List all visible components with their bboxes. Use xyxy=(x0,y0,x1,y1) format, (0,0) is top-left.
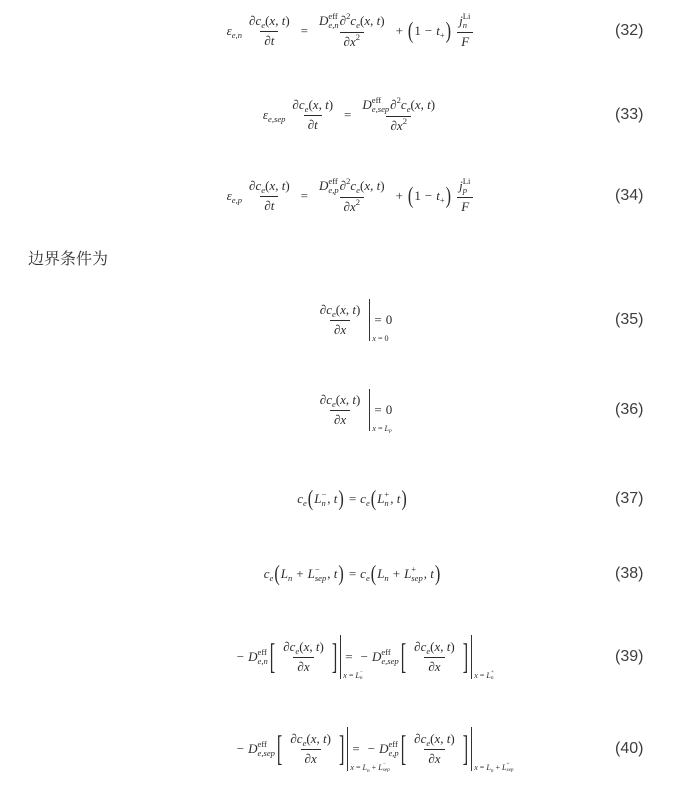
equation-formula-36: ∂ c e ( x , t ) ∂ x x = L p = 0 xyxy=(0,389,615,431)
equation-formula-35: ∂ c e ( x , t ) ∂ x x = 0 = 0 xyxy=(0,299,615,341)
equation-formula-32: ε e,n ∂ c e ( x , t ) ∂ t = D eff e,n ∂ 2 c e ( x , t ) ∂ x 2 + ( 1 − t + ) j Li n F xyxy=(0,11,615,51)
equation-row-39 xyxy=(0,625,685,689)
equation-number-35: (35) xyxy=(615,311,644,328)
equation-formula-33: ε e,sep ∂ c e ( x , t ) ∂ t = D eff e,sep ∂ 2 c e ( x , t ) ∂ x 2 xyxy=(262,95,436,133)
equation-row-40 xyxy=(0,715,685,783)
equation-number-37: (37) xyxy=(615,490,644,507)
equation-number-38: (38) xyxy=(615,565,644,582)
equation-row-32 xyxy=(0,6,685,56)
equation-number-36: (36) xyxy=(615,401,644,418)
equation-row-36 xyxy=(0,383,685,437)
equation-formula-34: ε e,p ∂ c e ( x , t ) ∂ t = D eff e,p ∂ 2 c e ( x , t ) ∂ x 2 + ( 1 − t + ) j Li p F xyxy=(0,176,615,216)
equation-formula-37: c e ( L − n , t ) = c e ( L + n , t ) xyxy=(297,486,407,511)
equation-number-39: (39) xyxy=(615,648,644,665)
equation-number-40: (40) xyxy=(615,740,644,757)
equation-formula-40: − D eff e,sep [ ∂ c e ( x , t ) ∂ x ] x = L n + L − sep = − D eff e,p [ ∂ c e ( x , t ) ∂ x ] x = L n + L + sep xyxy=(0,727,615,771)
equation-row-35 xyxy=(0,293,685,347)
equation-row-33 xyxy=(0,90,685,140)
equation-formula-39: − D eff e,n [ ∂ c e ( x , t ) ∂ x ] x = L − n = − D eff e,sep [ ∂ c e ( x , t ) ∂ x ] x = L + n xyxy=(0,635,615,679)
equation-row-34 xyxy=(0,170,685,222)
equation-row-37 xyxy=(0,480,685,518)
body-text xyxy=(28,246,108,269)
boundary-conditions-label: 边界条件为 xyxy=(28,251,109,268)
equation-number-32: (32) xyxy=(615,22,644,39)
equation-number-34: (34) xyxy=(615,187,644,204)
equation-formula-38: c e ( L n + L − sep , t ) = c e ( L n + L + sep , t ) xyxy=(263,561,441,586)
equation-row-38 xyxy=(0,554,685,594)
equation-number-33: (33) xyxy=(615,106,644,123)
